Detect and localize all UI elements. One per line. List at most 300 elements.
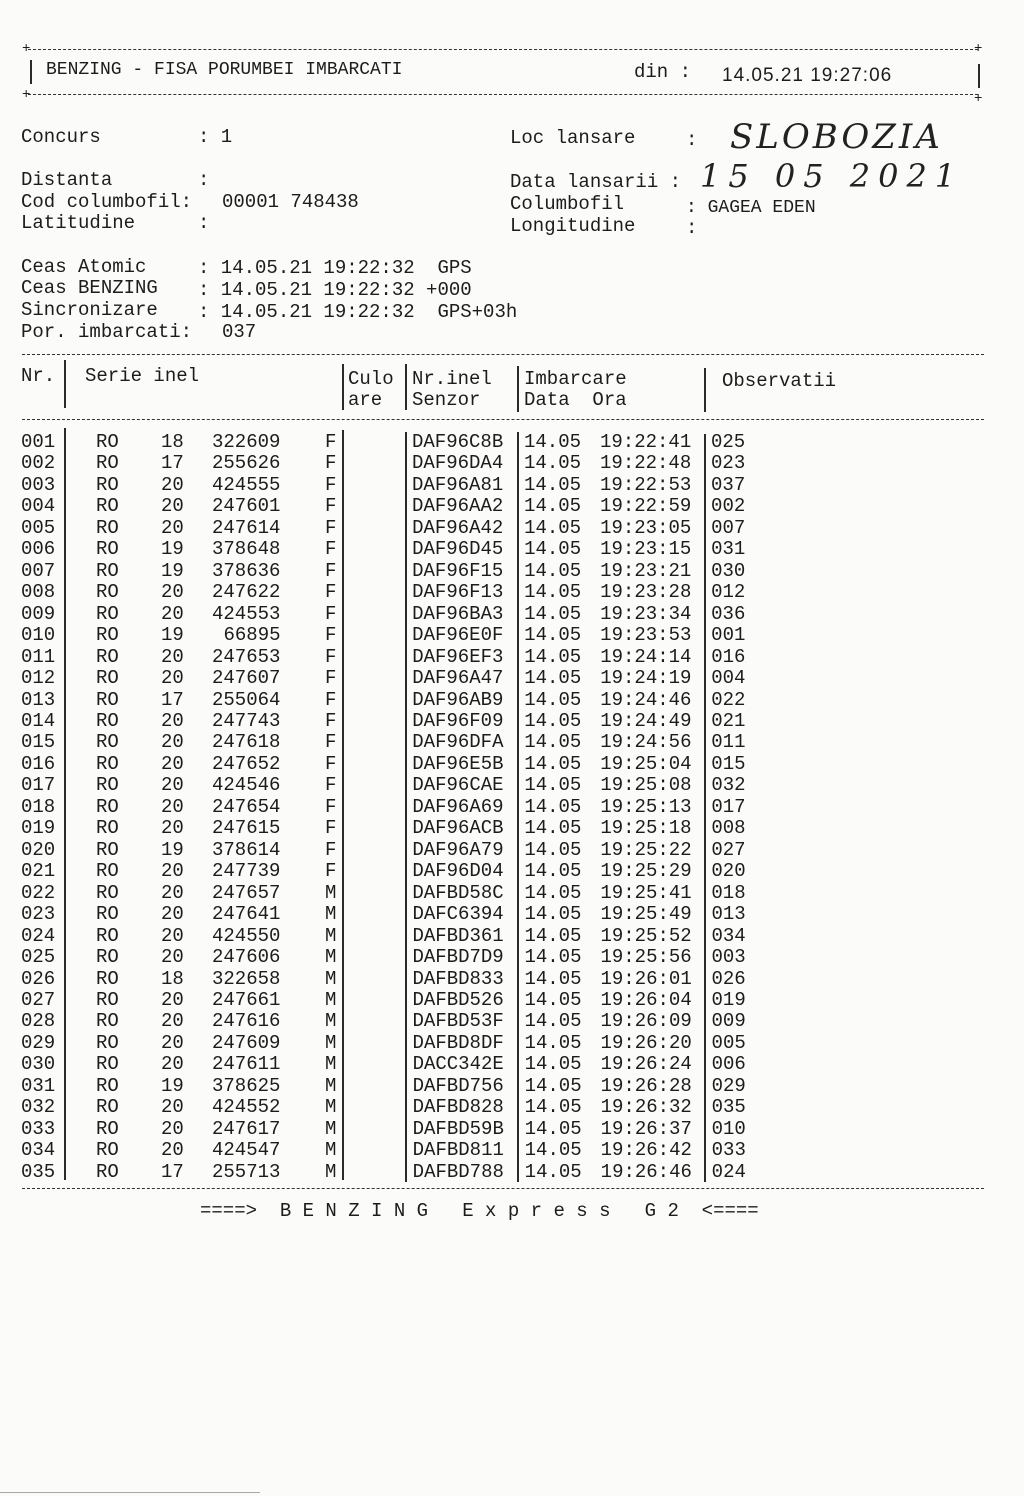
table-row	[0, 753, 1024, 774]
ring-year: 20	[161, 817, 184, 840]
header-culoare-bottom: are	[348, 389, 383, 411]
observation: 005	[711, 1031, 746, 1054]
data-lansarii-handwritten-value: 15 05 2021	[700, 157, 964, 195]
observation: 032	[711, 774, 746, 797]
corner-mark: +	[974, 41, 983, 57]
header-col-separator	[517, 366, 519, 412]
sex: F	[325, 817, 337, 840]
longitudine-label: Longitudine	[510, 215, 636, 237]
table-row	[0, 1032, 1024, 1053]
table-row	[0, 860, 1024, 881]
embark-date: 14.05	[524, 645, 582, 668]
embark-time: 19:26:09	[600, 1010, 692, 1033]
embark-date: 14.05	[524, 817, 582, 840]
ring-year: 17	[161, 1160, 184, 1183]
embark-time: 19:26:42	[600, 1139, 692, 1162]
ring-country: RO	[96, 924, 119, 947]
table-header-bottom-border	[22, 419, 984, 420]
title-box-right-border	[978, 64, 980, 88]
ceas-benzing-label: Ceas BENZING	[21, 277, 158, 299]
row-number: 020	[21, 838, 56, 861]
row-number: 012	[21, 667, 56, 690]
ring-year: 19	[161, 538, 184, 561]
embark-time: 19:24:56	[600, 731, 692, 754]
sex: F	[325, 838, 337, 861]
sensor-id: DAF96AA2	[412, 495, 504, 518]
sex: M	[325, 881, 337, 904]
row-number: 011	[21, 645, 56, 668]
embark-time: 19:24:49	[600, 709, 692, 732]
sex: F	[325, 752, 337, 775]
row-number: 005	[21, 516, 56, 539]
row-number: 007	[21, 559, 56, 582]
porumbei-imbarcati-count: 037	[222, 321, 257, 343]
sensor-id: DAF96AB9	[412, 688, 504, 711]
row-number: 028	[21, 1010, 56, 1033]
embark-time: 19:23:05	[600, 516, 692, 539]
table-row	[0, 1096, 1024, 1117]
header-col-separator	[405, 364, 407, 410]
embark-date: 14.05	[524, 667, 582, 690]
sensor-id: DAF96E5B	[412, 752, 504, 775]
ring-country: RO	[96, 817, 119, 840]
sensor-id: DAF96DFA	[412, 731, 504, 754]
ring-year: 20	[161, 774, 184, 797]
embark-time: 19:25:04	[600, 752, 692, 775]
sincronizare-value: : 14.05.21 19:22:32 GPS+03h	[198, 301, 518, 323]
table-row	[0, 1161, 1024, 1182]
ring-country: RO	[96, 1117, 119, 1140]
print-timestamp: 14.05.21 19:27:06	[722, 65, 893, 86]
table-row	[0, 517, 1024, 538]
sex: M	[325, 1010, 337, 1033]
header-col-separator	[704, 368, 706, 412]
sex: M	[325, 1160, 337, 1183]
ring-number: 247652	[212, 752, 281, 775]
embark-date: 14.05	[524, 1031, 582, 1054]
ring-number: 378614	[212, 838, 281, 861]
ring-number: 247641	[212, 903, 281, 926]
concurs-value: : 1	[198, 126, 233, 148]
embark-time: 19:26:37	[600, 1117, 692, 1140]
ring-country: RO	[96, 967, 119, 990]
ring-year: 18	[161, 431, 184, 453]
ring-number: 247743	[212, 709, 281, 732]
ring-year: 20	[161, 924, 184, 947]
sensor-id: DAF96DA4	[412, 452, 504, 475]
embark-time: 19:23:28	[600, 581, 692, 604]
observation: 001	[711, 624, 746, 647]
header-nr: Nr.	[21, 365, 56, 387]
embark-time: 19:23:15	[600, 538, 692, 561]
row-number: 032	[21, 1096, 56, 1119]
latitudine-label: Latitudine	[21, 212, 136, 234]
embark-time: 19:25:49	[600, 903, 692, 926]
sensor-id: DAF96E0F	[412, 624, 504, 647]
row-number: 022	[21, 881, 56, 904]
observation: 018	[711, 881, 746, 904]
table-row	[0, 710, 1024, 731]
observation: 012	[711, 581, 746, 604]
sex: M	[325, 988, 337, 1011]
row-number: 013	[21, 688, 56, 711]
ring-number: 247609	[212, 1031, 281, 1054]
sex: M	[325, 903, 337, 926]
observation: 021	[711, 709, 746, 732]
sensor-id: DAFBD7D9	[412, 946, 504, 969]
ring-number: 424552	[212, 1096, 281, 1119]
table-row	[0, 452, 1024, 473]
table-header-top-border	[22, 354, 984, 355]
ring-country: RO	[96, 795, 119, 818]
porumbei-imbarcati-label: Por. imbarcati:	[21, 321, 193, 343]
sensor-id: DAF96EF3	[412, 645, 504, 668]
table-row	[0, 431, 1024, 452]
ring-number: 247739	[212, 860, 281, 883]
table-row	[0, 882, 1024, 903]
embark-time: 19:25:18	[600, 817, 692, 840]
table-row	[0, 989, 1024, 1010]
row-number: 034	[21, 1139, 56, 1162]
corner-mark: +	[974, 91, 983, 107]
table-row	[0, 903, 1024, 924]
sex: F	[325, 624, 337, 647]
embark-date: 14.05	[524, 1139, 582, 1162]
ring-country: RO	[96, 1160, 119, 1183]
table-row	[0, 731, 1024, 752]
table-row	[0, 1118, 1024, 1139]
embark-date: 14.05	[524, 881, 582, 904]
row-number: 004	[21, 495, 56, 518]
columbofil-value: : GAGEA EDEN	[686, 198, 816, 218]
sensor-id: DAFBD361	[412, 924, 504, 947]
embark-date: 14.05	[524, 731, 582, 754]
sensor-id: DACC342E	[412, 1053, 504, 1076]
sex: F	[325, 731, 337, 754]
ring-year: 20	[161, 903, 184, 926]
header-col-separator	[342, 364, 344, 410]
embark-date: 14.05	[524, 473, 582, 496]
table-row	[0, 817, 1024, 838]
page-edge-line	[0, 1492, 260, 1493]
sex: M	[325, 1117, 337, 1140]
table-row	[0, 495, 1024, 516]
row-number: 021	[21, 860, 56, 883]
ring-year: 20	[161, 1117, 184, 1140]
embark-time: 19:24:14	[600, 645, 692, 668]
header-senzor: Senzor	[412, 389, 481, 411]
embark-time: 19:25:13	[600, 795, 692, 818]
embark-date: 14.05	[524, 1010, 582, 1033]
ring-country: RO	[96, 624, 119, 647]
ring-year: 20	[161, 516, 184, 539]
sensor-id: DAF96A47	[412, 667, 504, 690]
header-data-ora: Data Ora	[524, 389, 627, 411]
embark-time: 19:22:41	[600, 431, 692, 453]
ring-year: 20	[161, 1031, 184, 1054]
observation: 025	[711, 431, 746, 453]
embark-date: 14.05	[524, 860, 582, 883]
ring-number: 255064	[212, 688, 281, 711]
embark-time: 19:25:08	[600, 774, 692, 797]
row-number: 025	[21, 946, 56, 969]
ring-number: 322658	[212, 967, 281, 990]
table-row	[0, 646, 1024, 667]
sensor-id: DAF96D04	[412, 860, 504, 883]
sex: F	[325, 795, 337, 818]
sensor-id: DAF96D45	[412, 538, 504, 561]
ring-year: 20	[161, 1053, 184, 1076]
row-number: 017	[21, 774, 56, 797]
sex: F	[325, 495, 337, 518]
row-number: 014	[21, 709, 56, 732]
ring-year: 20	[161, 709, 184, 732]
header-col-separator	[64, 360, 66, 408]
sensor-id: DAFBD833	[412, 967, 504, 990]
embark-time: 19:22:59	[600, 495, 692, 518]
sex: F	[325, 688, 337, 711]
sensor-id: DAFC6394	[412, 903, 504, 926]
header-imbarcare: Imbarcare	[524, 368, 627, 390]
observation: 037	[711, 473, 746, 496]
title-box-left-border	[30, 60, 32, 84]
embark-date: 14.05	[524, 903, 582, 926]
ring-year: 17	[161, 452, 184, 475]
latitudine-colon: :	[198, 212, 210, 234]
observation: 020	[711, 860, 746, 883]
embark-time: 19:25:22	[600, 838, 692, 861]
observation: 024	[711, 1160, 746, 1183]
ring-year: 20	[161, 731, 184, 754]
ring-year: 20	[161, 860, 184, 883]
columbofil-label: Columbofil	[510, 193, 625, 215]
ring-country: RO	[96, 688, 119, 711]
ring-number: 424553	[212, 602, 281, 625]
row-number: 018	[21, 795, 56, 818]
ring-country: RO	[96, 752, 119, 775]
embark-date: 14.05	[524, 624, 582, 647]
observation: 019	[711, 988, 746, 1011]
embark-date: 14.05	[524, 1160, 582, 1183]
observation: 010	[711, 1117, 746, 1140]
ring-country: RO	[96, 1096, 119, 1119]
header-observatii: Observatii	[722, 370, 837, 392]
ring-year: 20	[161, 946, 184, 969]
longitudine-colon: :	[686, 217, 698, 239]
embark-date: 14.05	[524, 516, 582, 539]
embark-date: 14.05	[524, 774, 582, 797]
loc-lansare-handwritten-value: SLOBOZIA	[730, 117, 943, 157]
sex: M	[325, 1031, 337, 1054]
row-number: 027	[21, 988, 56, 1011]
observation: 004	[711, 667, 746, 690]
ring-year: 20	[161, 795, 184, 818]
ring-number: 247601	[212, 495, 281, 518]
embark-date: 14.05	[524, 602, 582, 625]
sensor-id: DAF96BA3	[412, 602, 504, 625]
ring-year: 20	[161, 1096, 184, 1119]
embark-time: 19:22:53	[600, 473, 692, 496]
ring-number: 247611	[212, 1053, 281, 1076]
observation: 009	[711, 1010, 746, 1033]
embark-time: 19:25:29	[600, 860, 692, 883]
observation: 031	[711, 538, 746, 561]
sensor-id: DAF96F15	[412, 559, 504, 582]
embark-time: 19:23:34	[600, 602, 692, 625]
row-number: 031	[21, 1074, 56, 1097]
embark-date: 14.05	[524, 838, 582, 861]
ring-year: 20	[161, 495, 184, 518]
embark-time: 19:24:19	[600, 667, 692, 690]
table-row	[0, 689, 1024, 710]
ring-number: 424555	[212, 473, 281, 496]
observation: 008	[711, 817, 746, 840]
observation: 013	[711, 903, 746, 926]
ring-number: 247653	[212, 645, 281, 668]
embark-date: 14.05	[524, 1053, 582, 1076]
embark-time: 19:26:46	[600, 1160, 692, 1183]
ring-number: 322609	[212, 431, 281, 453]
sex: M	[325, 924, 337, 947]
ring-number: 247622	[212, 581, 281, 604]
embark-date: 14.05	[524, 688, 582, 711]
ring-country: RO	[96, 473, 119, 496]
ring-year: 20	[161, 645, 184, 668]
loc-lansare-label: Loc lansare	[510, 127, 636, 149]
row-number: 035	[21, 1160, 56, 1183]
embark-time: 19:26:28	[600, 1074, 692, 1097]
ring-year: 20	[161, 1010, 184, 1033]
row-number: 024	[21, 924, 56, 947]
sex: F	[325, 667, 337, 690]
ring-country: RO	[96, 516, 119, 539]
sensor-id: DAFBD788	[412, 1160, 504, 1183]
sex: F	[325, 774, 337, 797]
ring-country: RO	[96, 452, 119, 475]
embark-time: 19:26:01	[600, 967, 692, 990]
embark-date: 14.05	[524, 709, 582, 732]
ring-year: 20	[161, 1139, 184, 1162]
ring-country: RO	[96, 774, 119, 797]
ring-country: RO	[96, 988, 119, 1011]
corner-mark: +	[22, 41, 31, 57]
ring-number: 255713	[212, 1160, 281, 1183]
table-row	[0, 1053, 1024, 1074]
sex: F	[325, 473, 337, 496]
sex: F	[325, 602, 337, 625]
sex: M	[325, 1053, 337, 1076]
table-row	[0, 925, 1024, 946]
cod-columbofil-value: 00001 748438	[222, 191, 359, 213]
ring-number: 247615	[212, 817, 281, 840]
embark-time: 19:26:20	[600, 1031, 692, 1054]
row-number: 029	[21, 1031, 56, 1054]
embark-time: 19:26:24	[600, 1053, 692, 1076]
row-number: 015	[21, 731, 56, 754]
ring-country: RO	[96, 495, 119, 518]
embark-time: 19:24:46	[600, 688, 692, 711]
distanta-label: Distanta	[21, 169, 113, 191]
concurs-label: Concurs	[21, 126, 101, 148]
document-title: BENZING - FISA PORUMBEI IMBARCATI	[46, 60, 403, 80]
sensor-id: DAF96A42	[412, 516, 504, 539]
ring-number: 247614	[212, 516, 281, 539]
sincronizare-label: Sincronizare	[21, 299, 158, 321]
ring-number: 378648	[212, 538, 281, 561]
ring-country: RO	[96, 838, 119, 861]
embark-time: 19:26:32	[600, 1096, 692, 1119]
ring-year: 20	[161, 752, 184, 775]
sensor-id: DAF96ACB	[412, 817, 504, 840]
ring-number: 247618	[212, 731, 281, 754]
embark-time: 19:25:52	[600, 924, 692, 947]
observation: 016	[711, 645, 746, 668]
table-row	[0, 474, 1024, 495]
title-box-bottom-border	[28, 94, 978, 95]
ring-country: RO	[96, 903, 119, 926]
table-row	[0, 1010, 1024, 1031]
sensor-id: DAFBD811	[412, 1139, 504, 1162]
sex: F	[325, 516, 337, 539]
ring-number: 247607	[212, 667, 281, 690]
ring-country: RO	[96, 581, 119, 604]
sex: F	[325, 581, 337, 604]
embark-date: 14.05	[524, 538, 582, 561]
observation: 035	[711, 1096, 746, 1119]
table-row	[0, 667, 1024, 688]
cod-columbofil-label: Cod columbofil:	[21, 191, 193, 213]
embark-date: 14.05	[524, 967, 582, 990]
sex: F	[325, 559, 337, 582]
ring-country: RO	[96, 431, 119, 453]
sex: M	[325, 1139, 337, 1162]
row-number: 016	[21, 752, 56, 775]
sensor-id: DAF96A79	[412, 838, 504, 861]
ring-country: RO	[96, 645, 119, 668]
embark-date: 14.05	[524, 452, 582, 475]
embark-time: 19:22:48	[600, 452, 692, 475]
table-row	[0, 603, 1024, 624]
embark-date: 14.05	[524, 988, 582, 1011]
embark-time: 19:25:41	[600, 881, 692, 904]
embark-date: 14.05	[524, 1096, 582, 1119]
embark-date: 14.05	[524, 924, 582, 947]
header-culoare-top: Culo	[348, 368, 394, 390]
observation: 026	[711, 967, 746, 990]
ring-country: RO	[96, 667, 119, 690]
ring-year: 20	[161, 667, 184, 690]
table-row	[0, 946, 1024, 967]
observation: 002	[711, 495, 746, 518]
ring-country: RO	[96, 1010, 119, 1033]
table-row	[0, 796, 1024, 817]
ring-year: 19	[161, 559, 184, 582]
embark-date: 14.05	[524, 752, 582, 775]
header-nr-inel: Nr.inel	[412, 368, 492, 390]
embark-date: 14.05	[524, 431, 582, 453]
sex: F	[325, 538, 337, 561]
sensor-id: DAFBD8DF	[412, 1031, 504, 1054]
embark-date: 14.05	[524, 559, 582, 582]
ring-number: 378636	[212, 559, 281, 582]
corner-mark: +	[22, 87, 31, 103]
row-number: 002	[21, 452, 56, 475]
ring-number: 255626	[212, 452, 281, 475]
sensor-id: DAFBD756	[412, 1074, 504, 1097]
table-row	[0, 774, 1024, 795]
ring-year: 20	[161, 473, 184, 496]
ring-year: 20	[161, 581, 184, 604]
